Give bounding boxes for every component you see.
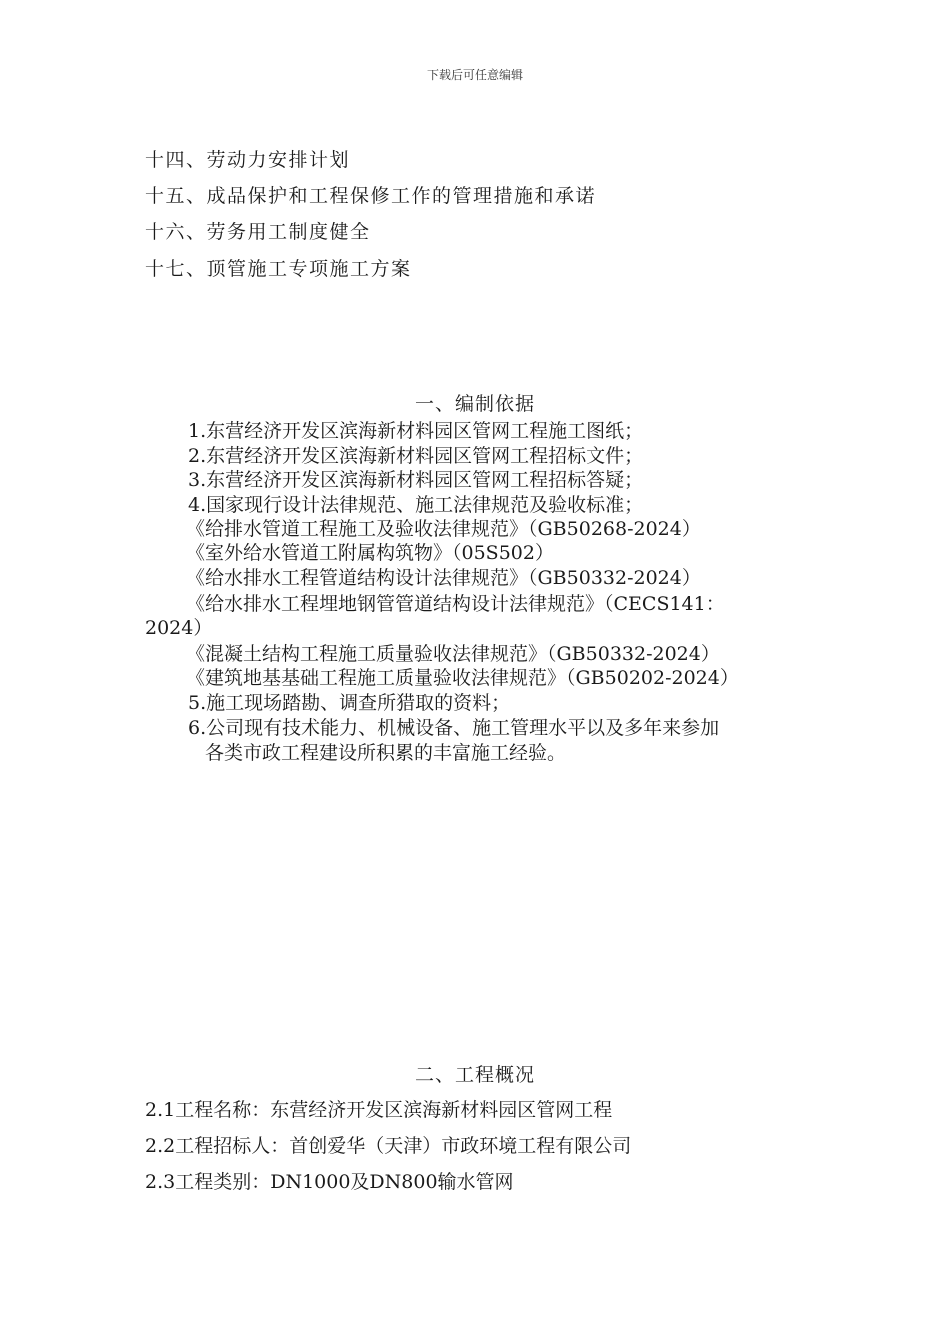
basis-item: 2.东营经济开发区滨海新材料园区管网工程招标文件； <box>188 445 644 467</box>
standard-item: 《室外给水管道工附属构筑物》（05S502） <box>186 542 554 564</box>
basis-item: 4.国家现行设计法律规范、施工法律规范及验收标准； <box>188 494 644 516</box>
overview-item: 2.1工程名称：东营经济开发区滨海新材料园区管网工程 <box>145 1099 613 1121</box>
standard-item: 《给水排水工程管道结构设计法律规范》（GB50332-2024） <box>186 567 701 589</box>
toc-item: 十七、顶管施工专项施工方案 <box>145 258 412 280</box>
basis-item-continuation: 各类市政工程建设所积累的丰富施工经验。 <box>205 742 567 764</box>
toc-item: 十五、成品保护和工程保修工作的管理措施和承诺 <box>145 185 597 207</box>
toc-item: 十四、劳动力安排计划 <box>145 149 351 171</box>
basis-item: 5.施工现场踏勘、调查所猎取的资料； <box>188 692 511 714</box>
basis-item: 1.东营经济开发区滨海新材料园区管网工程施工图纸； <box>188 420 644 442</box>
page-header-note: 下载后可任意编辑 <box>426 68 523 82</box>
standard-item: 《给排水管道工程施工及验收法律规范》（GB50268-2024） <box>186 518 701 540</box>
section2-title: 二、工程概况 <box>414 1064 535 1086</box>
overview-item: 2.3工程类别：DN1000及DN800输水管网 <box>145 1171 514 1193</box>
standard-item-continuation: 2024） <box>145 617 213 639</box>
standard-item: 《建筑地基基础工程施工质量验收法律规范》（GB50202-2024） <box>186 667 739 689</box>
toc-item: 十六、劳务用工制度健全 <box>145 221 371 243</box>
basis-item: 3.东营经济开发区滨海新材料园区管网工程招标答疑； <box>188 469 644 491</box>
basis-item: 6.公司现有技术能力、机械设备、施工管理水平以及多年来参加 <box>188 717 720 739</box>
overview-item: 2.2工程招标人：首创爱华（天津）市政环境工程有限公司 <box>145 1135 632 1157</box>
section1-title: 一、编制依据 <box>414 393 535 415</box>
standard-item: 《给水排水工程埋地钢管管道结构设计法律规范》（CECS141： <box>186 593 725 615</box>
standard-item: 《混凝土结构工程施工质量验收法律规范》（GB50332-2024） <box>186 643 720 665</box>
